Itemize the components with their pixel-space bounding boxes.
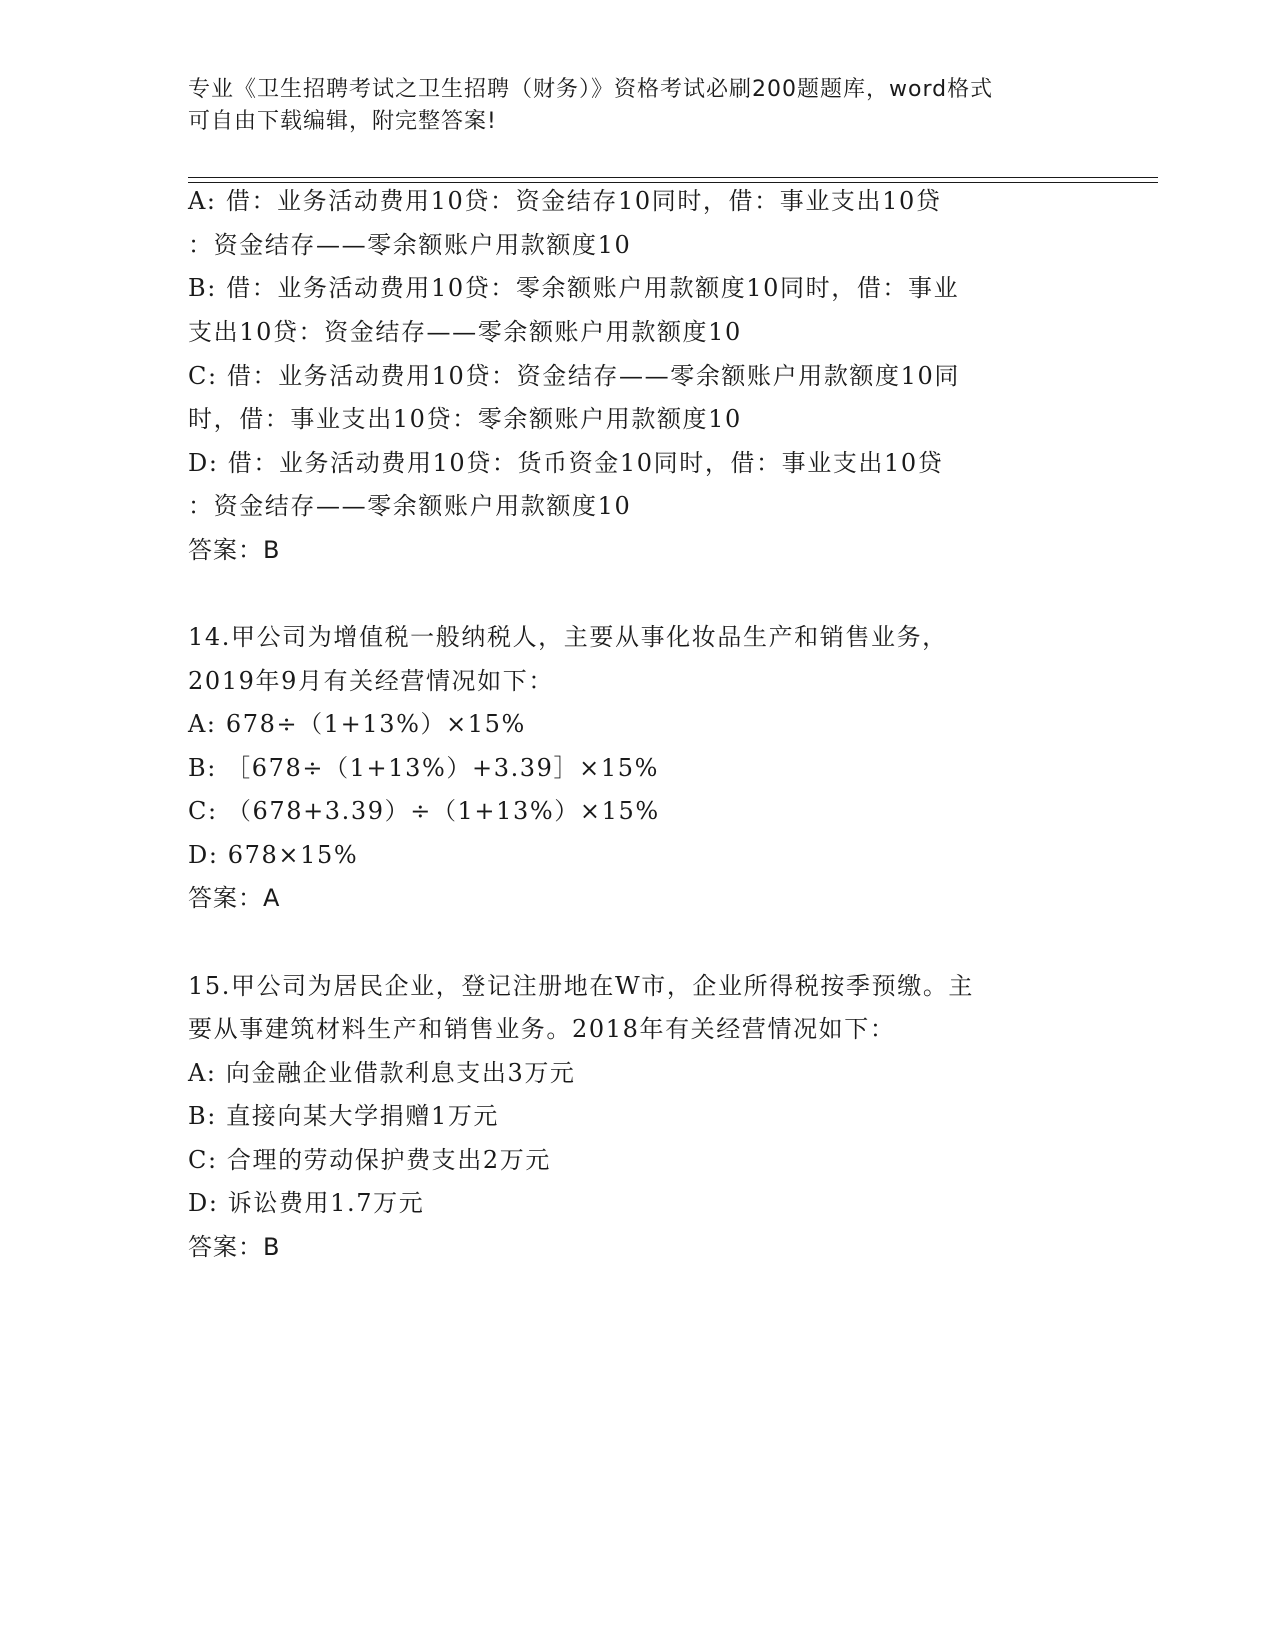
q15-option-b: B: 直接向某大学捐赠1万元	[188, 1102, 500, 1130]
q14-option-d: D: 678×15%	[188, 841, 359, 869]
q14-option-c: C: （678+3.39）÷（1+13%）×15%	[188, 797, 660, 825]
header-divider-top	[188, 177, 1158, 178]
q13-option-b-line1: B: 借：业务活动费用10贷：零余额账户用款额度10同时，借：事业	[188, 274, 960, 302]
q13-option-a-line1: A: 借：业务活动费用10贷：资金结存10同时，借：事业支出10贷	[188, 187, 942, 215]
q13-option-c-line2: 时，借：事业支出10贷：零余额账户用款额度10	[188, 405, 742, 433]
q13-answer: 答案：B	[188, 536, 281, 564]
q14-answer: 答案：A	[188, 884, 281, 912]
q14-stem-line1: 14.甲公司为增值税一般纳税人，主要从事化妆品生产和销售业务，	[188, 623, 948, 651]
q15-stem-line1: 15.甲公司为居民企业，登记注册地在W市，企业所得税按季预缴。主	[188, 972, 975, 1000]
q14-stem-line2: 2019年9月有关经营情况如下：	[188, 667, 554, 695]
q13-option-b-line2: 支出10贷：资金结存——零余额账户用款额度10	[188, 318, 742, 346]
header-divider-bottom	[188, 182, 1158, 183]
q13-option-d-line2: ：资金结存——零余额账户用款额度10	[188, 492, 632, 520]
q14-option-a: A: 678÷（1+13%）×15%	[188, 710, 526, 738]
q14-option-b: B: ［678÷（1+13%）+3.39］×15%	[188, 754, 659, 782]
q13-option-d-line1: D: 借：业务活动费用10贷：货币资金10同时，借：事业支出10贷	[188, 449, 944, 477]
q15-option-d: D: 诉讼费用1.7万元	[188, 1189, 425, 1217]
q15-stem-line2: 要从事建筑材料生产和销售业务。2018年有关经营情况如下：	[188, 1015, 896, 1043]
header-line-1: 专业《卫生招聘考试之卫生招聘（财务）》资格考试必刷200题题库，word格式	[188, 77, 994, 102]
q15-option-a: A: 向金融企业借款利息支出3万元	[188, 1059, 576, 1087]
q13-option-a-line2: ：资金结存——零余额账户用款额度10	[188, 231, 632, 259]
q15-option-c: C: 合理的劳动保护费支出2万元	[188, 1146, 551, 1174]
header-line-2: 可自由下载编辑，附完整答案!	[188, 109, 497, 134]
q13-option-c-line1: C: 借：业务活动费用10贷：资金结存——零余额账户用款额度10同	[188, 362, 960, 390]
q15-answer: 答案：B	[188, 1233, 281, 1261]
document-header	[188, 74, 1088, 138]
